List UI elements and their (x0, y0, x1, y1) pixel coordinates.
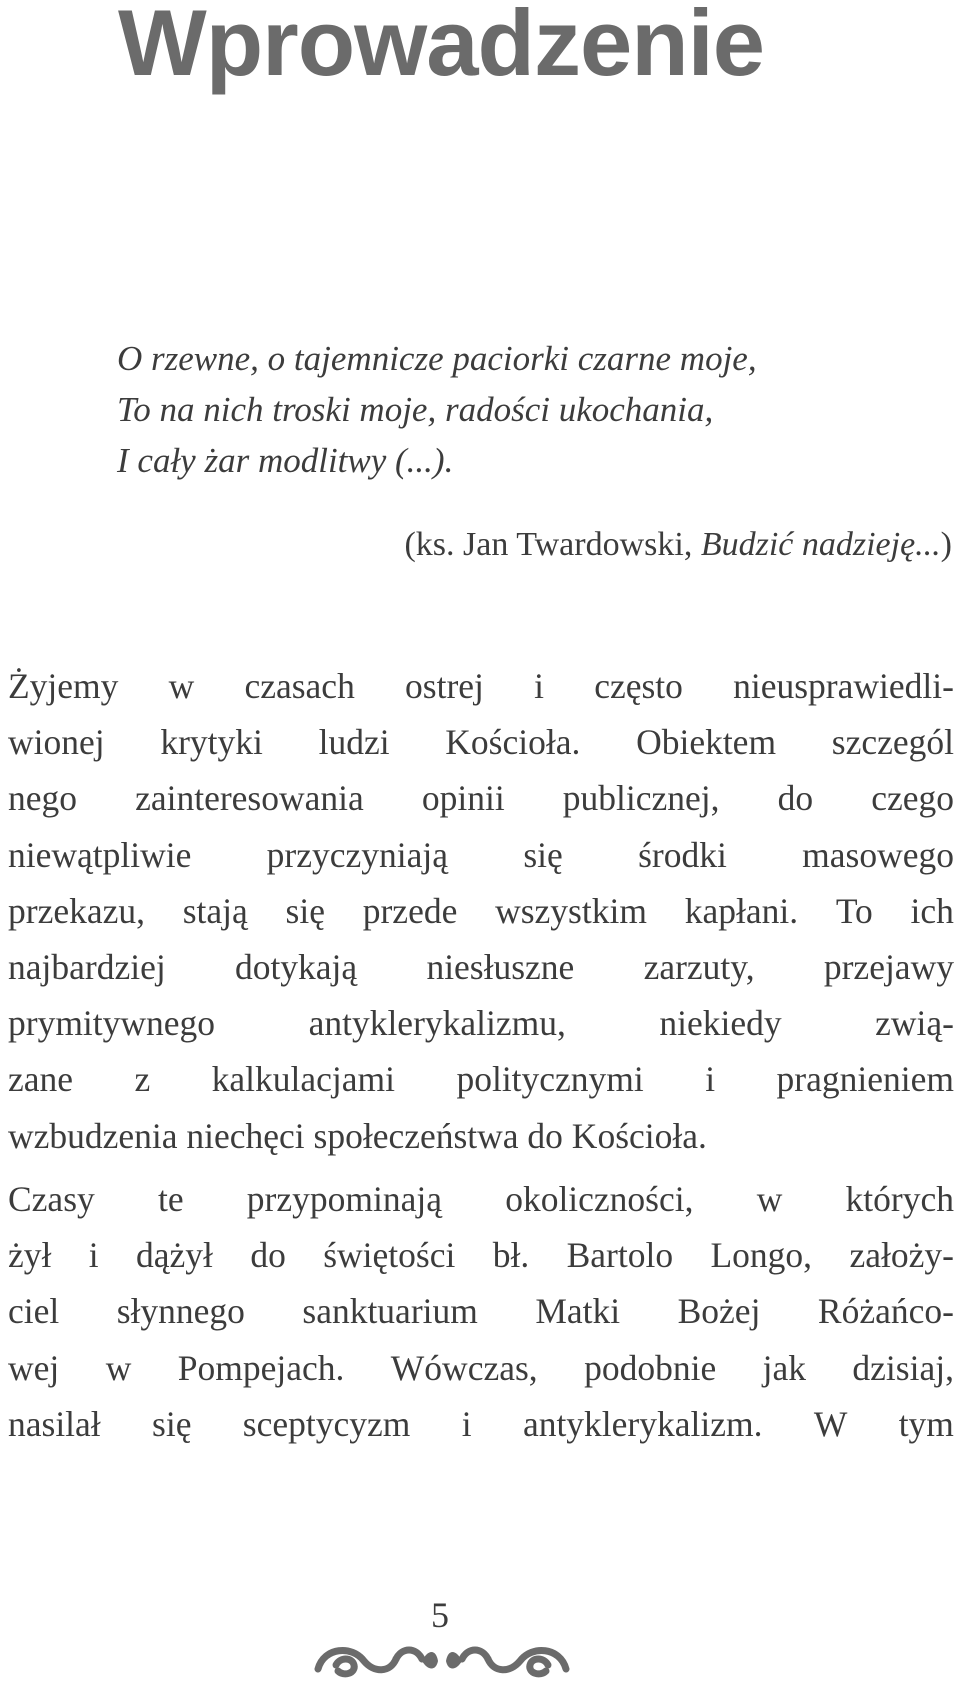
poem-line: To na nich troski moje, radości ukochania, (117, 390, 714, 429)
word: do (250, 1235, 286, 1276)
text-line (8, 658, 954, 714)
word: przyczyniają (266, 834, 449, 875)
word: szczegól (831, 722, 954, 763)
word: czasach (244, 666, 355, 706)
word: się (285, 890, 325, 931)
word: Wówczas, (390, 1347, 538, 1388)
word: najbardziej (8, 947, 166, 988)
poem-epigraph (117, 333, 957, 486)
text-line (8, 995, 954, 1051)
paragraph-2 (8, 1171, 954, 1452)
word: z (134, 1059, 151, 1100)
word: świętości (323, 1235, 456, 1276)
word: Matki (535, 1291, 621, 1332)
text-line (8, 883, 954, 939)
word: zwią- (875, 1003, 954, 1044)
word: do (777, 778, 814, 819)
word: antyklerykalizmu, (308, 1003, 566, 1044)
word: W (813, 1403, 848, 1444)
word: żył (8, 1235, 52, 1276)
word: tym (898, 1403, 954, 1444)
word: i (88, 1235, 99, 1276)
word: w (105, 1347, 132, 1388)
text-line (8, 1340, 954, 1396)
word: ludzi (318, 722, 390, 763)
word: Bożej (677, 1291, 761, 1332)
scroll-flourish-icon (312, 1635, 572, 1685)
word: antyklerykalizm. (522, 1403, 763, 1444)
word: Różańco- (817, 1291, 954, 1332)
word: te (157, 1179, 184, 1219)
word: niewątpliwie (8, 834, 192, 875)
word: środki (638, 834, 727, 875)
word: nego (8, 778, 78, 819)
word: Longo, (710, 1235, 813, 1276)
word: masowego (802, 834, 954, 875)
word: się (152, 1403, 192, 1444)
text-line (8, 1396, 954, 1452)
word: bł. (492, 1235, 530, 1276)
word: i (534, 666, 544, 706)
word: nasilał (8, 1403, 101, 1444)
word: niekiedy (659, 1003, 782, 1044)
word: krytyki (160, 722, 263, 763)
word: ciel (8, 1291, 60, 1332)
text-line (8, 1051, 954, 1107)
word: zainteresowania (135, 778, 364, 819)
word: często (594, 666, 683, 706)
word: podobnie (584, 1347, 717, 1388)
word: politycznymi (456, 1059, 644, 1100)
word: sceptycyzm (242, 1403, 411, 1444)
text-line (8, 770, 954, 826)
word: Żyjemy (8, 666, 119, 706)
word: wszystkim (495, 890, 647, 931)
word: okoliczności, (505, 1179, 694, 1219)
text-line (8, 1227, 954, 1283)
word: ich (910, 890, 954, 931)
word: Czasy (8, 1179, 95, 1219)
word: zane (8, 1059, 74, 1100)
word: nieusprawiedli- (733, 666, 954, 706)
word: których (845, 1179, 954, 1219)
word: dążył (136, 1235, 213, 1276)
word: czego (871, 778, 954, 819)
text-line (8, 714, 954, 770)
text-line: wzbudzenia niechęci społeczeństwa do Kościoła. (8, 1115, 707, 1156)
word: słynnego (116, 1291, 245, 1332)
text-line (8, 1171, 954, 1227)
word: przypominają (246, 1179, 442, 1219)
word: Pompejach. (177, 1347, 345, 1388)
word: opinii (421, 778, 505, 819)
word: kalkulacjami (211, 1059, 396, 1100)
word: pragnieniem (776, 1059, 954, 1100)
page-number: 5 (431, 1595, 449, 1635)
word: prymitywnego (8, 1003, 216, 1044)
word: sanktuarium (302, 1291, 478, 1332)
text-line (8, 1283, 954, 1339)
text-line (8, 939, 954, 995)
word: stają (182, 890, 248, 931)
chapter-heading: Wprowadzenie (118, 0, 765, 95)
word: przekazu, (8, 890, 145, 931)
word: się (523, 834, 563, 875)
poem-line: I cały żar modlitwy (...). (117, 441, 454, 480)
word: Kościoła. (445, 722, 581, 763)
word: w (756, 1179, 783, 1219)
text-line (8, 827, 954, 883)
word: i (705, 1059, 716, 1100)
poem-line: O rzewne, o tajemnicze paciorki czarne moje, (117, 339, 757, 378)
word: Obiektem (636, 722, 777, 763)
paragraph-1 (8, 658, 954, 1164)
word: jak (762, 1347, 806, 1388)
word: niesłuszne (426, 947, 575, 988)
word: publicznej, (562, 778, 720, 819)
attribution-prefix: (ks. Jan Twardowski, (404, 526, 701, 563)
word: zarzuty, (643, 947, 755, 988)
word: wionej (8, 722, 105, 763)
attribution-title: Budzić nadzieję... (700, 526, 941, 563)
word: ostrej (405, 666, 484, 706)
word: Bartolo (566, 1235, 674, 1276)
word: i (461, 1403, 472, 1444)
word: kapłani. (684, 890, 799, 931)
word: przejawy (823, 947, 954, 988)
word: To (835, 890, 873, 931)
word: w (168, 666, 195, 706)
word: przede (362, 890, 458, 931)
word: założy- (849, 1235, 954, 1276)
attribution-suffix: ) (940, 526, 952, 563)
poem-attribution (404, 520, 952, 570)
word: dotykają (234, 947, 358, 988)
word: wej (8, 1347, 60, 1388)
word: dzisiaj, (852, 1347, 954, 1388)
